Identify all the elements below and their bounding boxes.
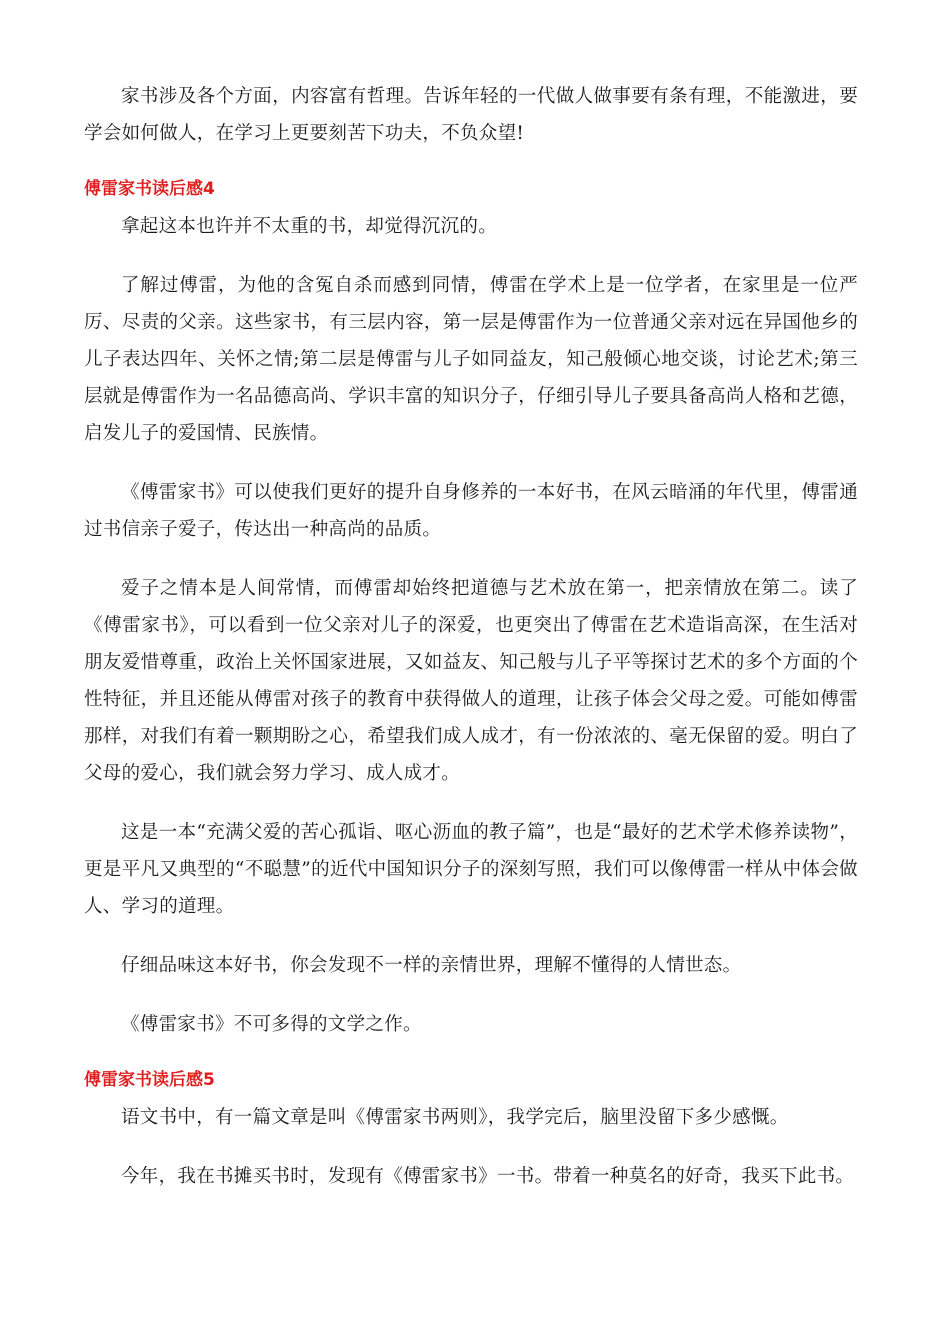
- document-body: [84, 78, 858, 1217]
- intro-paragraph: 家书涉及各个方面，内容富有哲理。告诉年轻的一代做人做事要有条有理，不能激进，要学会如何做人，在学习上更要刻苦下功夫，不负众望!: [84, 86, 858, 144]
- section-heading-5: 傅雷家书读后感5: [84, 1070, 215, 1090]
- paragraph: 了解过傅雷，为他的含冤自杀而感到同情，傅雷在学术上是一位学者，在家里是一位严厉、尽责的父亲。这些家书，有三层内容，第一层是傅雷作为一位普通父亲对远在异国他乡的儿子表达四年、关怀之情;第二层是傅雷与儿子如同益友，知己般倾心地交谈，讨论艺术;第三层就是傅雷作为一名品德高尚、学识丰富的知识分子，仔细引导儿子要具备高尚人格和艺德，启发儿子的爱国情、民族情。: [84, 275, 858, 444]
- paragraph: 拿起这本也许并不太重的书，却觉得沉沉的。: [121, 216, 498, 237]
- paragraph: 这是一本“充满父爱的苦心孤诣、呕心沥血的教子篇”，也是“最好的艺术学术修养读物”，更是平凡又典型的“不聪慧”的近代中国知识分子的深刻写照，我们可以像傅雷一样从中体会做人、学习的道理。: [84, 822, 858, 917]
- paragraph: 《傅雷家书》不可多得的文学之作。: [121, 1014, 422, 1035]
- paragraph: 仔细品味这本好书，你会发现不一样的亲情世界，理解不懂得的人情世态。: [121, 955, 742, 976]
- paragraph: 《傅雷家书》可以使我们更好的提升自身修养的一本好书，在风云暗涌的年代里，傅雷通过书信亲子爱子，传达出一种高尚的品质。: [84, 482, 858, 540]
- paragraph: 今年，我在书摊买书时，发现有《傅雷家书》一书。带着一种莫名的好奇，我买下此书。: [121, 1166, 855, 1187]
- paragraph: 爱子之情本是人间常情，而傅雷却始终把道德与艺术放在第一，把亲情放在第二。读了《傅雷家书》，可以看到一位父亲对儿子的深爱，也更突出了傅雷在艺术造诣高深，在生活对朋友爱惜尊重，政治上关怀国家进展，又如益友、知己般与儿子平等探讨艺术的多个方面的个性特征，并且还能从傅雷对孩子的教育中获得做人的道理，让孩子体会父母之爱。可能如傅雷那样，对我们有着一颗期盼之心，希望我们成人成才，有一份浓浓的、毫无保留的爱。明白了父母的爱心，我们就会努力学习、成人成才。: [84, 578, 858, 784]
- section-heading-4: 傅雷家书读后感4: [84, 179, 215, 199]
- paragraph: 语文书中，有一篇文章是叫《傅雷家书两则》，我学完后，脑里没留下多少感慨。: [121, 1107, 789, 1128]
